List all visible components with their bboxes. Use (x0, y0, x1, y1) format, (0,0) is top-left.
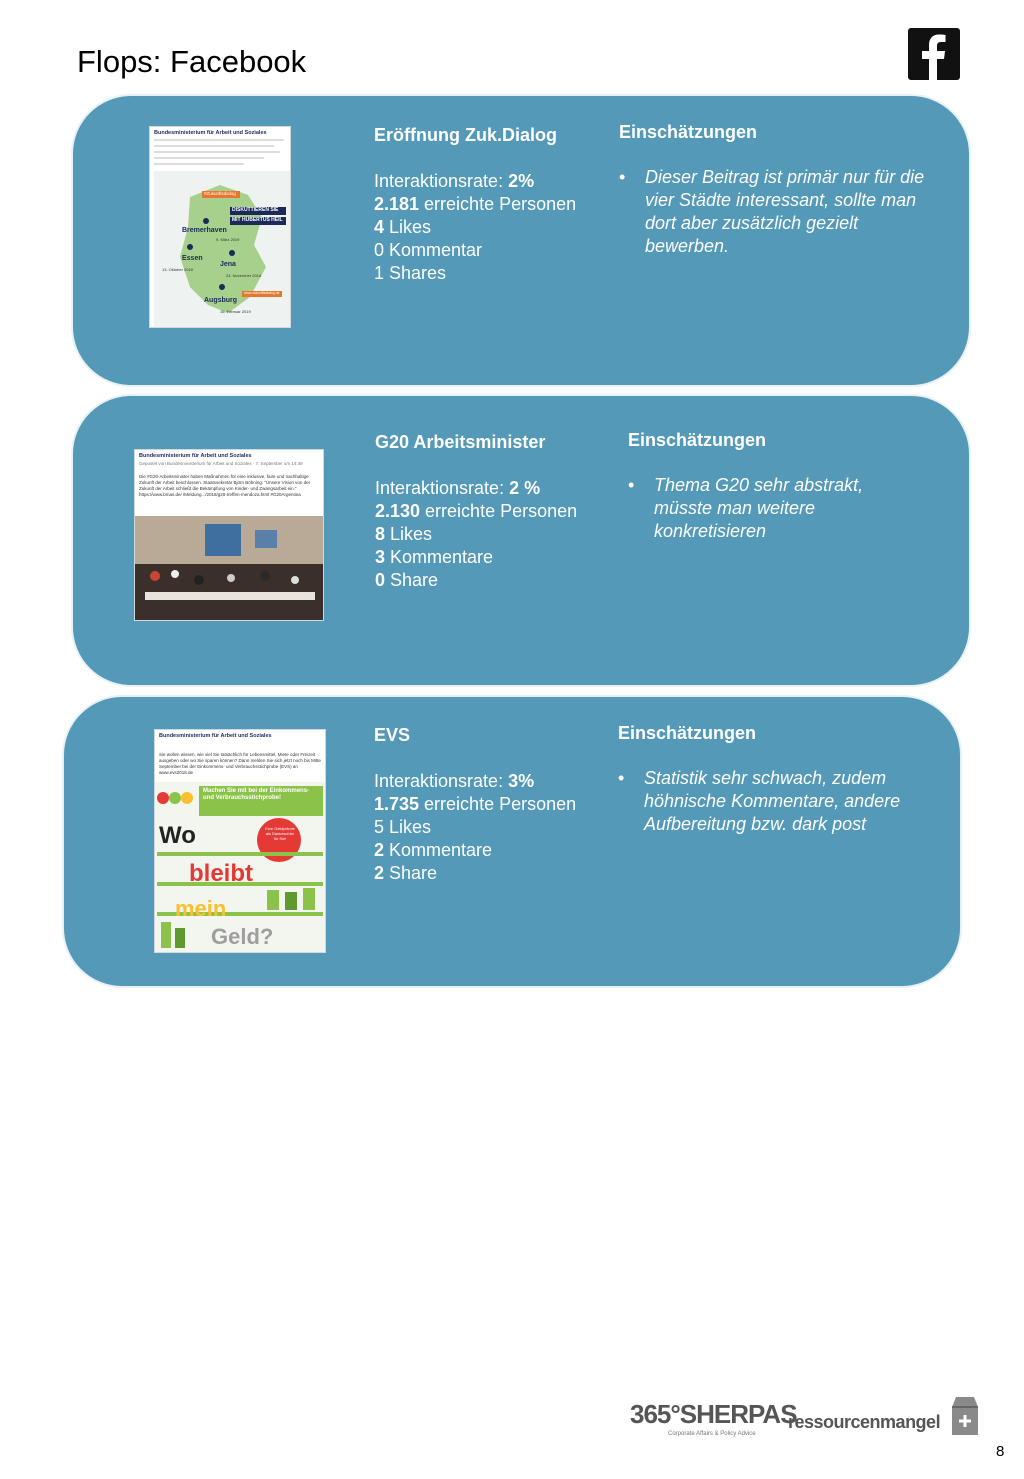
facebook-icon (908, 28, 960, 80)
assessment-text: Statistik sehr schwach, zudem höhnische Kommentare, andere Aufbereitung bzw. dark post (644, 768, 901, 834)
interaction-rate: Interaktionsrate: 2% (374, 171, 535, 191)
shares: 1 Shares (374, 263, 447, 283)
thumbnail-sender: Bundesministerium für Arbeit und Soziales (159, 733, 272, 739)
thumbnail-word-bleibt: bleibt (189, 860, 253, 887)
page-title: Flops: Facebook (77, 44, 307, 79)
thumbnail-date-bremerhaven: 9. März 2019 (216, 237, 240, 242)
comments: 2 Kommentare (374, 840, 493, 860)
thumbnail-date-jena: 24. November 2018 (226, 273, 262, 278)
thumbnail-city-augsburg: Augsburg (204, 297, 238, 304)
sherpas-tagline: Corporate Affairs & Policy Advice (668, 1431, 756, 1437)
reach: 1.735 erreichte Personen (374, 794, 577, 814)
thumbnail-text: Die #G20-Arbeitsminister haben Maßnahmen für eine inklusive, faire und nachhaltige Zukunft der Arbeit beschlossen. Staatssekretär Björn Böhning: "Unsere Vision von der Zukunft der Arbeit schließt die Bekämpfung von Kinder- und Zwangsarbeit ein." https://www.bmas.de/ /Meldung.../2018/g20-treffen-mendoza.html #G20Argentina (139, 474, 311, 497)
assessment-heading: Einschätzungen (619, 122, 758, 142)
interaction-rate: Interaktionsrate: 2 % (375, 478, 541, 498)
thumbnail-word-wo: Wo (159, 822, 196, 849)
footer-logos (630, 1395, 990, 1445)
post-thumbnail-evs (154, 729, 326, 953)
comments: 0 Kommentar (374, 240, 483, 260)
thumbnail-city-jena: Jena (220, 261, 236, 268)
thumbnail-date-augsburg: 16. Februar 2019 (220, 309, 251, 314)
thumbnail-meta: Gepostet von Bundesministerium für Arbeit und Soziales · 7. September um 14:49 (139, 461, 303, 466)
ressourcenmangel-logo: ressourcenmangel (788, 1412, 941, 1432)
thumbnail-banner-line-2: MIT HUBERTUS HEIL (232, 217, 283, 223)
likes: 4 Likes (374, 217, 432, 237)
assessment-text: Thema G20 sehr abstrakt, müsste man weitere konkretisieren (654, 475, 864, 541)
post-title: Eröffnung Zuk.Dialog (374, 125, 557, 145)
assessment-bullet: • Thema G20 sehr abstrakt, müsste man weitere konkretisieren (628, 475, 864, 541)
assessment-bullet: • Dieser Beitrag ist primär nur für die vier Städte interessant, sollte man dort aber zusätzlich gezielt bewerben. (619, 167, 925, 256)
post-title: EVS (374, 725, 411, 745)
reach: 2.181 erreichte Personen (374, 194, 577, 214)
assessment (618, 722, 918, 836)
assessment-bullet: • Statistik sehr schwach, zudem höhnische Kommentare, andere Aufbereitung bzw. dark post (618, 768, 901, 834)
post-card-g20 (71, 394, 971, 687)
post-stats (374, 724, 576, 885)
carton-icon (948, 1395, 982, 1437)
thumbnail-text: Sie wollen wissen, wie viel Sie tatsächlich für Lebensmittel, Miete oder Freizeit ausgeben oder wo Sie sparen können? Dann melden Sie sich jetzt noch bis Mitte September bei der Einkommens- und Verbrauchsstichprobe (EVS) an www.evs2018.de (159, 752, 321, 775)
thumbnail-url: www.zukunftsdialog.de (244, 291, 280, 295)
assessment-heading: Einschätzungen (628, 430, 767, 450)
shares: 0 Share (375, 570, 439, 590)
shares: 2 Share (374, 863, 438, 883)
thumbnail-date-essen: 13. Oktober 2018 (162, 267, 193, 272)
assessment-heading: Einschätzungen (618, 723, 757, 743)
post-title: G20 Arbeitsminister (375, 432, 546, 452)
thumbnail-tag: #Zukunftsdialog (204, 191, 236, 196)
page-number: 8 (996, 1443, 1005, 1460)
post-thumbnail-g20 (134, 449, 324, 621)
thumbnail-sender: Bundesministerium für Arbeit und Soziales (154, 130, 267, 136)
thumbnail-word-geld: Geld? (211, 924, 274, 949)
thumbnail-city-essen: Essen (182, 255, 203, 262)
assessment (619, 121, 939, 258)
thumbnail-city-bremerhaven: Bremerhaven (182, 227, 227, 234)
post-card-evs (62, 695, 962, 988)
interaction-rate: Interaktionsrate: 3% (374, 771, 535, 791)
thumbnail-word-mein: mein (175, 896, 227, 921)
post-thumbnail-zukunftsdialog (149, 126, 291, 328)
likes: 8 Likes (375, 524, 433, 544)
post-card-zukunftsdialog (71, 94, 971, 387)
thumbnail-badge: Eine Geldprämie als Dankeschön für Sie! (265, 826, 295, 841)
assessment-text: Dieser Beitrag ist primär nur für die vier Städte interessant, sollte man dort aber zusätzlich gezielt bewerben. (645, 167, 925, 256)
reach: 2.130 erreichte Personen (375, 501, 578, 521)
thumbnail-banner-line-1: DISKUTTIEREN SIE (232, 207, 279, 213)
post-stats (375, 431, 577, 592)
likes: 5 Likes (374, 817, 432, 837)
comments: 3 Kommentare (375, 547, 494, 567)
assessment (628, 429, 888, 543)
post-stats (374, 124, 576, 285)
thumbnail-sender: Bundesministerium für Arbeit und Soziales (139, 453, 252, 459)
thumbnail-banner: Machen Sie mit bei der Einkommens- und Verbrauchsstichprobe! (203, 788, 310, 801)
sherpas-logo: 365°SHERPAS (630, 1399, 797, 1429)
